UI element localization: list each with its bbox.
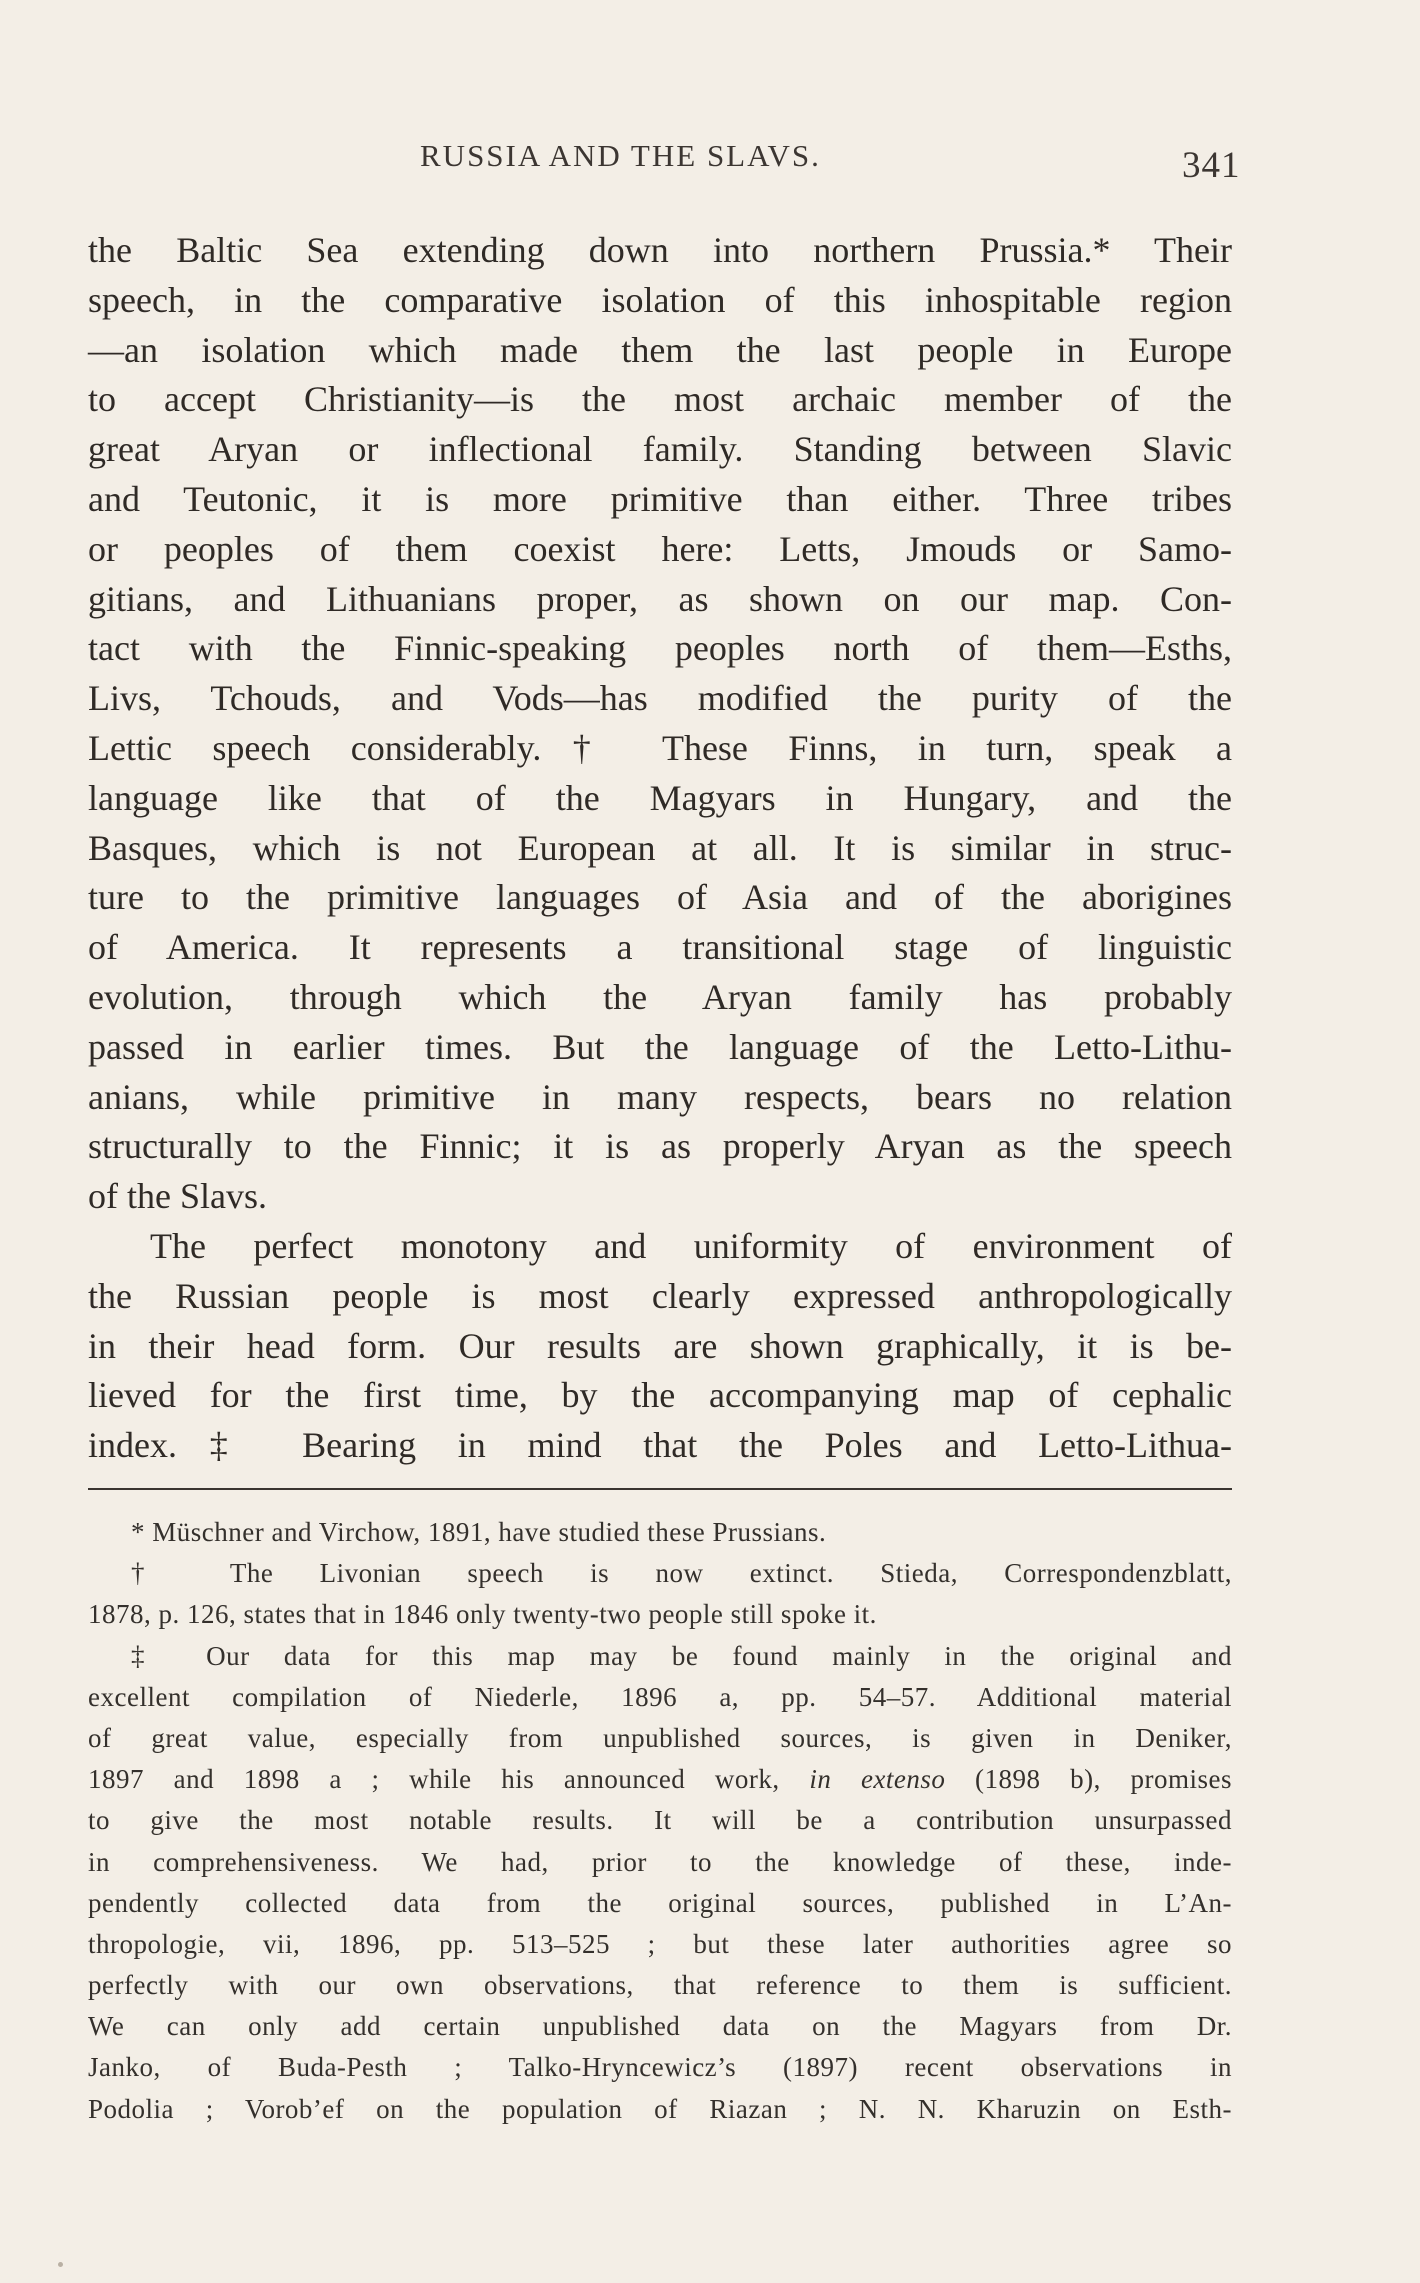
body-line: the Baltic Sea extending down into northern Prussia.* Their (88, 230, 1232, 270)
footnote-italic-phrase: in extenso (809, 1764, 946, 1795)
footnote-line: † The Livonian speech is now extinct. Stieda, Correspondenzblatt, (131, 1558, 1232, 1589)
body-line: in their head form. Our results are shown graphically, it is be- (88, 1325, 1232, 1366)
footnotes (88, 1512, 1232, 2130)
running-title: RUSSIA AND THE SLAVS. (420, 138, 821, 173)
body-line: gitians, and Lithuanians proper, as shown on our map. Con- (88, 578, 1232, 619)
footnote-line: perfectly with our own observations, that reference to them is sufficient. (88, 1970, 1232, 2001)
footnote-line: pendently collected data from the original sources, published in L’An- (88, 1887, 1232, 1918)
body-line: Lettic speech considerably.† These Finns, in turn, speak a (88, 727, 1232, 768)
body-text (88, 226, 1232, 1471)
body-line: Basques, which is not European at all. It is similar in struc- (88, 827, 1232, 868)
body-line: great Aryan or inflectional family. Standing between Slavic (88, 429, 1232, 470)
paper-speck (58, 2262, 63, 2267)
footnote-line: thropologie, vii, 1896, pp. 513–525 ; but these later authorities agree so (88, 1928, 1232, 1959)
footnote-line: Janko, of Buda-Pesth ; Talko-Hryncewicz’s (1897) recent observations in (88, 2052, 1232, 2083)
body-line: evolution, through which the Aryan family has probably (88, 976, 1232, 1017)
body-line: ture to the primitive languages of Asia and of the aborigines (88, 877, 1232, 918)
body-line: —an isolation which made them the last people in Europe (88, 329, 1232, 370)
body-line: speech, in the comparative isolation of this inhospitable region (88, 279, 1232, 320)
body-line: tact with the Finnic-speaking peoples north of them—Esths, (88, 628, 1232, 669)
body-line: and Teutonic, it is more primitive than either. Three tribes (88, 478, 1232, 519)
body-line: Livs, Tchouds, and Vods—has modified the purity of the (88, 678, 1232, 719)
footnote-line: Podolia ; Vorob’ef on the population of Riazan ; N. N. Kharuzin on Esth- (88, 2093, 1232, 2124)
footnote-segment: 1897 and 1898 a ; while his announced work, (88, 1764, 780, 1795)
footnote-line: 1878, p. 126, states that in 1846 only twenty-two people still spoke it. (88, 1599, 877, 1630)
body-line: The perfect monotony and uniformity of environment of (150, 1225, 1232, 1266)
body-line: language like that of the Magyars in Hungary, and the (88, 777, 1232, 818)
footnote-divider (88, 1488, 1232, 1490)
page-number: 341 (1182, 145, 1241, 186)
footnote-line: * Müschner and Virchow, 1891, have studied these Prussians. (131, 1517, 827, 1547)
body-line: lieved for the first time, by the accompanying map of cephalic (88, 1375, 1232, 1416)
footnote-line (88, 1759, 1232, 1800)
footnote-segment: (1898 b), promises (975, 1764, 1233, 1795)
body-line: of America. It represents a transitional stage of linguistic (88, 927, 1232, 968)
footnote-line: We can only add certain unpublished data on the Magyars from Dr. (88, 2011, 1232, 2042)
footnote-line: to give the most notable results. It will be a contribution unsurpassed (88, 1805, 1232, 1836)
body-line: to accept Christianity—is the most archaic member of the (88, 379, 1232, 420)
footnote-line: ‡ Our data for this map may be found mainly in the original and (131, 1640, 1232, 1671)
body-line: passed in earlier times. But the language of the Letto-Lithu- (88, 1026, 1232, 1067)
body-line: structurally to the Finnic; it is as properly Aryan as the speech (88, 1126, 1232, 1167)
footnote-line: in comprehensiveness. We had, prior to the knowledge of these, inde- (88, 1846, 1232, 1877)
body-line: anians, while primitive in many respects, bears no relation (88, 1076, 1232, 1117)
footnote-line: excellent compilation of Niederle, 1896 a, pp. 54–57. Additional material (88, 1681, 1232, 1712)
body-line: the Russian people is most clearly expressed anthropologically (88, 1275, 1232, 1316)
body-line: or peoples of them coexist here: Letts, Jmouds or Samo- (88, 528, 1232, 569)
body-line: of the Slavs. (88, 1176, 267, 1217)
footnote-line: of great value, especially from unpublished sources, is given in Deniker, (88, 1722, 1232, 1753)
body-line: index.‡ Bearing in mind that the Poles and Letto-Lithua- (88, 1425, 1232, 1466)
